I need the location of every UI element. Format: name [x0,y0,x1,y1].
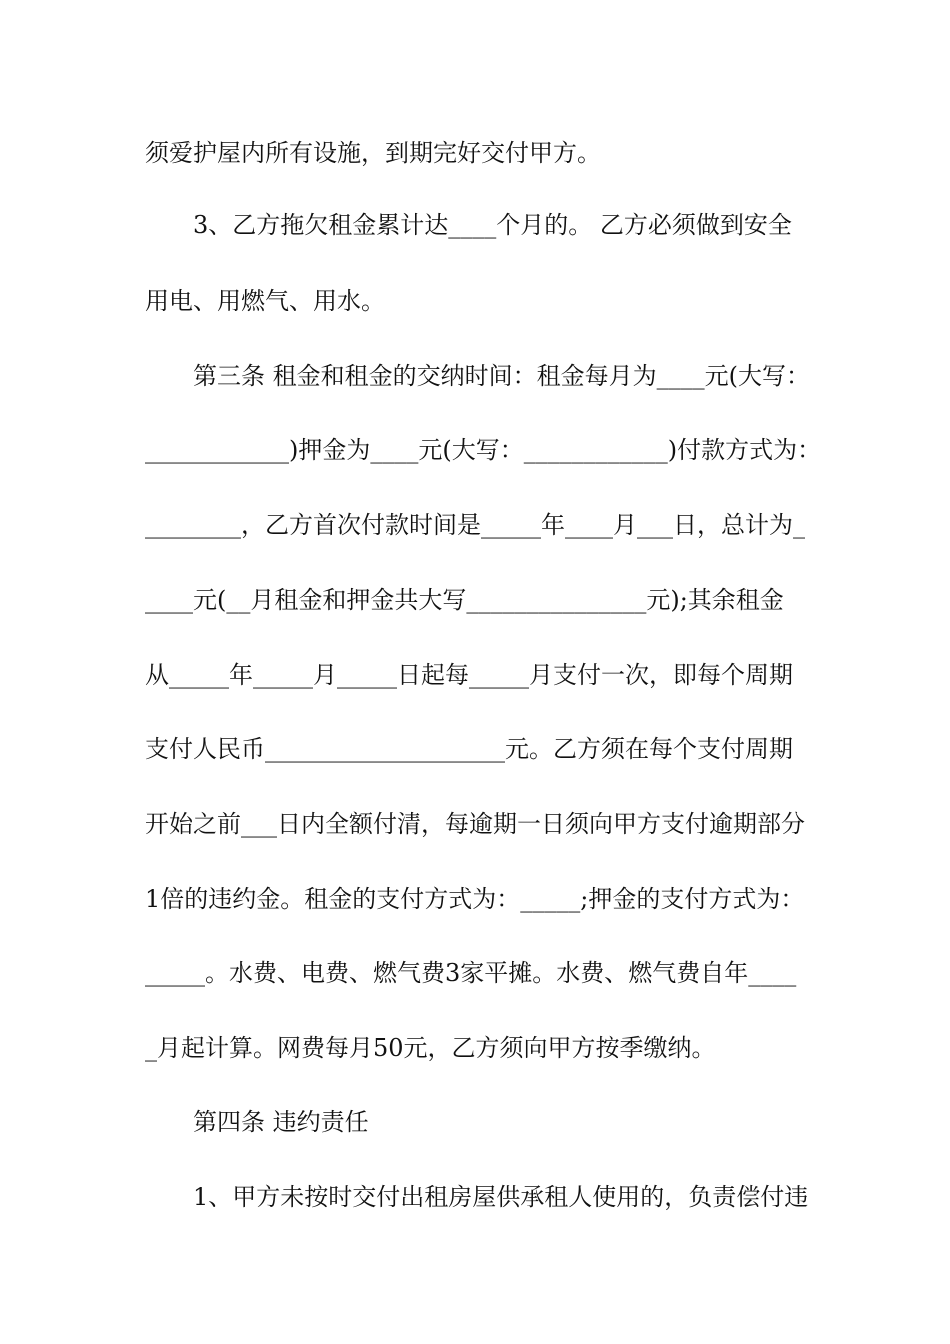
text-line: 3、乙方拖欠租金累计达____个月的。 乙方必须做到安全 [193,211,792,239]
text-line: ________，乙方首次付款时间是_____年____月___日，总计为_ [145,511,805,539]
text-line: 从_____年_____月_____日起每_____月支付一次，即每个周期 [145,661,793,689]
text-line: ____元(__月租金和押金共大写_______________元);其余租金 [145,586,784,614]
text-line: _____。水费、电费、燃气费3家平摊。水费、燃气费自年____ [145,959,797,987]
text-line: 须爱护屋内所有设施，到期完好交付甲方。 [145,139,601,167]
text-line: ____________)押金为____元(大写：____________)付款方式为： [145,436,822,464]
text-line: _月起计算。网费每月50元，乙方须向甲方按季缴纳。 [145,1034,716,1062]
text-line: 支付人民币____________________元。乙方须在每个支付周期 [145,735,793,763]
section-heading: 第四条 违约责任 [193,1108,369,1136]
text-line: 1倍的违约金。租金的支付方式为：_____;押金的支付方式为： [145,885,805,913]
text-line: 1、甲方未按时交付出租房屋供承租人使用的，负责偿付违 [193,1183,809,1211]
text-line: 用电、用燃气、用水。 [145,287,385,315]
section-heading-line: 第三条 租金和租金的交纳时间：租金每月为____元(大写： [193,362,810,390]
text-line: 开始之前___日内全额付清，每逾期一日须向甲方支付逾期部分 [145,810,805,838]
